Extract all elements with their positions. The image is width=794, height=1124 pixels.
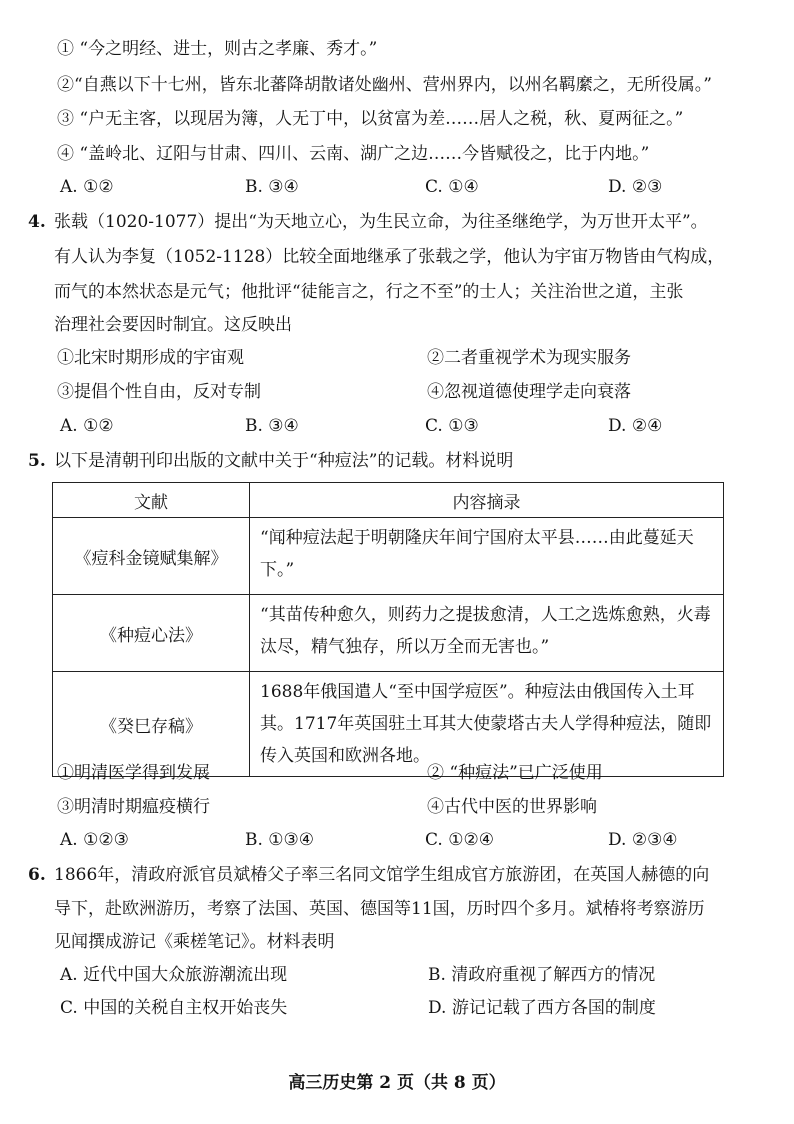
q6-stem-line-3: 见闻撰成游记《乘槎笔记》。材料表明 bbox=[54, 932, 335, 952]
table-cell-document: 《痘科金镜赋集解》 bbox=[53, 518, 250, 595]
q3-item-3: ③ “户无主客，以现居为簿，人无丁中，以贫富为差……居人之税，秋、夏两征之。” bbox=[57, 109, 684, 129]
q6-option-d: D. 游记记载了西方各国的制度 bbox=[428, 998, 656, 1018]
q4-stem-line-2: 有人认为李复（1052-1128）比较全面地继承了张载之学，他认为宇宙万物皆由气构成， bbox=[54, 247, 725, 267]
q4-number: 4. bbox=[28, 212, 46, 232]
q4-option-b: B. ③④ bbox=[245, 416, 299, 436]
table-row bbox=[53, 672, 724, 777]
table-cell-excerpt: “其苗传种愈久，则药力之提拔愈清，人工之选炼愈熟，火毒汰尽，精气独存，所以万全而无害也。” bbox=[250, 595, 724, 672]
q6-option-c: C. 中国的关税自主权开始丧失 bbox=[60, 998, 288, 1018]
table-header-row bbox=[53, 483, 724, 518]
q6-option-a: A. 近代中国大众旅游潮流出现 bbox=[60, 965, 288, 985]
q4-option-a: A. ①② bbox=[60, 416, 114, 436]
q5-stem: 以下是清朝刊印出版的文献中关于“种痘法”的记载。材料说明 bbox=[54, 451, 514, 471]
page-footer: 高三历史第 2 页（共 8 页） bbox=[288, 1073, 506, 1093]
q6-stem-line-1: 1866年，清政府派官员斌椿父子率三名同文馆学生组成官方旅游团，在英国人赫德的向 bbox=[54, 865, 710, 885]
q4-option-d: D. ②④ bbox=[608, 416, 663, 436]
q5-reference-table bbox=[52, 482, 724, 777]
q5-item-4: ④古代中医的世界影响 bbox=[427, 797, 597, 817]
q4-item-1: ①北宋时期形成的宇宙观 bbox=[57, 348, 244, 368]
table-row bbox=[53, 518, 724, 595]
q5-option-a: A. ①②③ bbox=[60, 830, 129, 850]
table-header-document: 文献 bbox=[53, 483, 250, 518]
q5-option-d: D. ②③④ bbox=[608, 830, 678, 850]
q5-option-c: C. ①②④ bbox=[425, 830, 494, 850]
table-cell-document: 《种痘心法》 bbox=[53, 595, 250, 672]
q3-option-a: A. ①② bbox=[60, 177, 114, 197]
q6-stem-line-2: 导下，赴欧洲游历，考察了法国、英国、德国等11国，历时四个多月。斌椿将考察游历 bbox=[54, 899, 705, 919]
table-header-excerpt: 内容摘录 bbox=[250, 483, 724, 518]
table-cell-document: 《癸巳存稿》 bbox=[53, 672, 250, 777]
q3-item-1: ① “今之明经、进士，则古之孝廉、秀才。” bbox=[57, 39, 378, 59]
table-row bbox=[53, 595, 724, 672]
table-cell-excerpt: 1688年俄国遣人“至中国学痘医”。种痘法由俄国传入土耳其。1717年英国驻土耳其大使蒙塔古夫人学得种痘法，随即传入英国和欧洲各地。 bbox=[250, 672, 724, 777]
q5-option-b: B. ①③④ bbox=[245, 830, 315, 850]
q5-item-2: ② “种痘法”已广泛使用 bbox=[427, 763, 603, 783]
q6-number: 6. bbox=[28, 865, 46, 885]
q3-option-c: C. ①④ bbox=[425, 177, 479, 197]
table-cell-excerpt: “闻种痘法起于明朝隆庆年间宁国府太平县……由此蔓延天下。” bbox=[250, 518, 724, 595]
q4-stem-line-3: 而气的本然状态是元气；他批评“徒能言之，行之不至”的士人；关注治世之道，主张 bbox=[54, 282, 684, 302]
q4-option-c: C. ①③ bbox=[425, 416, 479, 436]
q4-stem-line-1: 张载（1020-1077）提出“为天地立心，为生民立命，为往圣继绝学，为万世开太平”。 bbox=[54, 212, 708, 232]
q3-item-2: ②“自燕以下十七州，皆东北蕃降胡散诸处幽州、营州界内，以州名羁縻之，无所役属。” bbox=[57, 75, 712, 95]
q5-item-1: ①明清医学得到发展 bbox=[57, 763, 210, 783]
q3-item-4: ④ “盖岭北、辽阳与甘肃、四川、云南、湖广之边……今皆赋役之，比于内地。” bbox=[57, 144, 650, 164]
q5-number: 5. bbox=[28, 451, 46, 471]
q6-option-b: B. 清政府重视了解西方的情况 bbox=[428, 965, 656, 985]
q4-item-4: ④忽视道德使理学走向衰落 bbox=[427, 382, 631, 402]
q3-option-d: D. ②③ bbox=[608, 177, 663, 197]
q4-stem-line-4: 治理社会要因时制宜。这反映出 bbox=[54, 315, 292, 335]
q5-item-3: ③明清时期瘟疫横行 bbox=[57, 797, 210, 817]
q3-option-b: B. ③④ bbox=[245, 177, 299, 197]
q4-item-3: ③提倡个性自由，反对专制 bbox=[57, 382, 261, 402]
q4-item-2: ②二者重视学术为现实服务 bbox=[427, 348, 631, 368]
